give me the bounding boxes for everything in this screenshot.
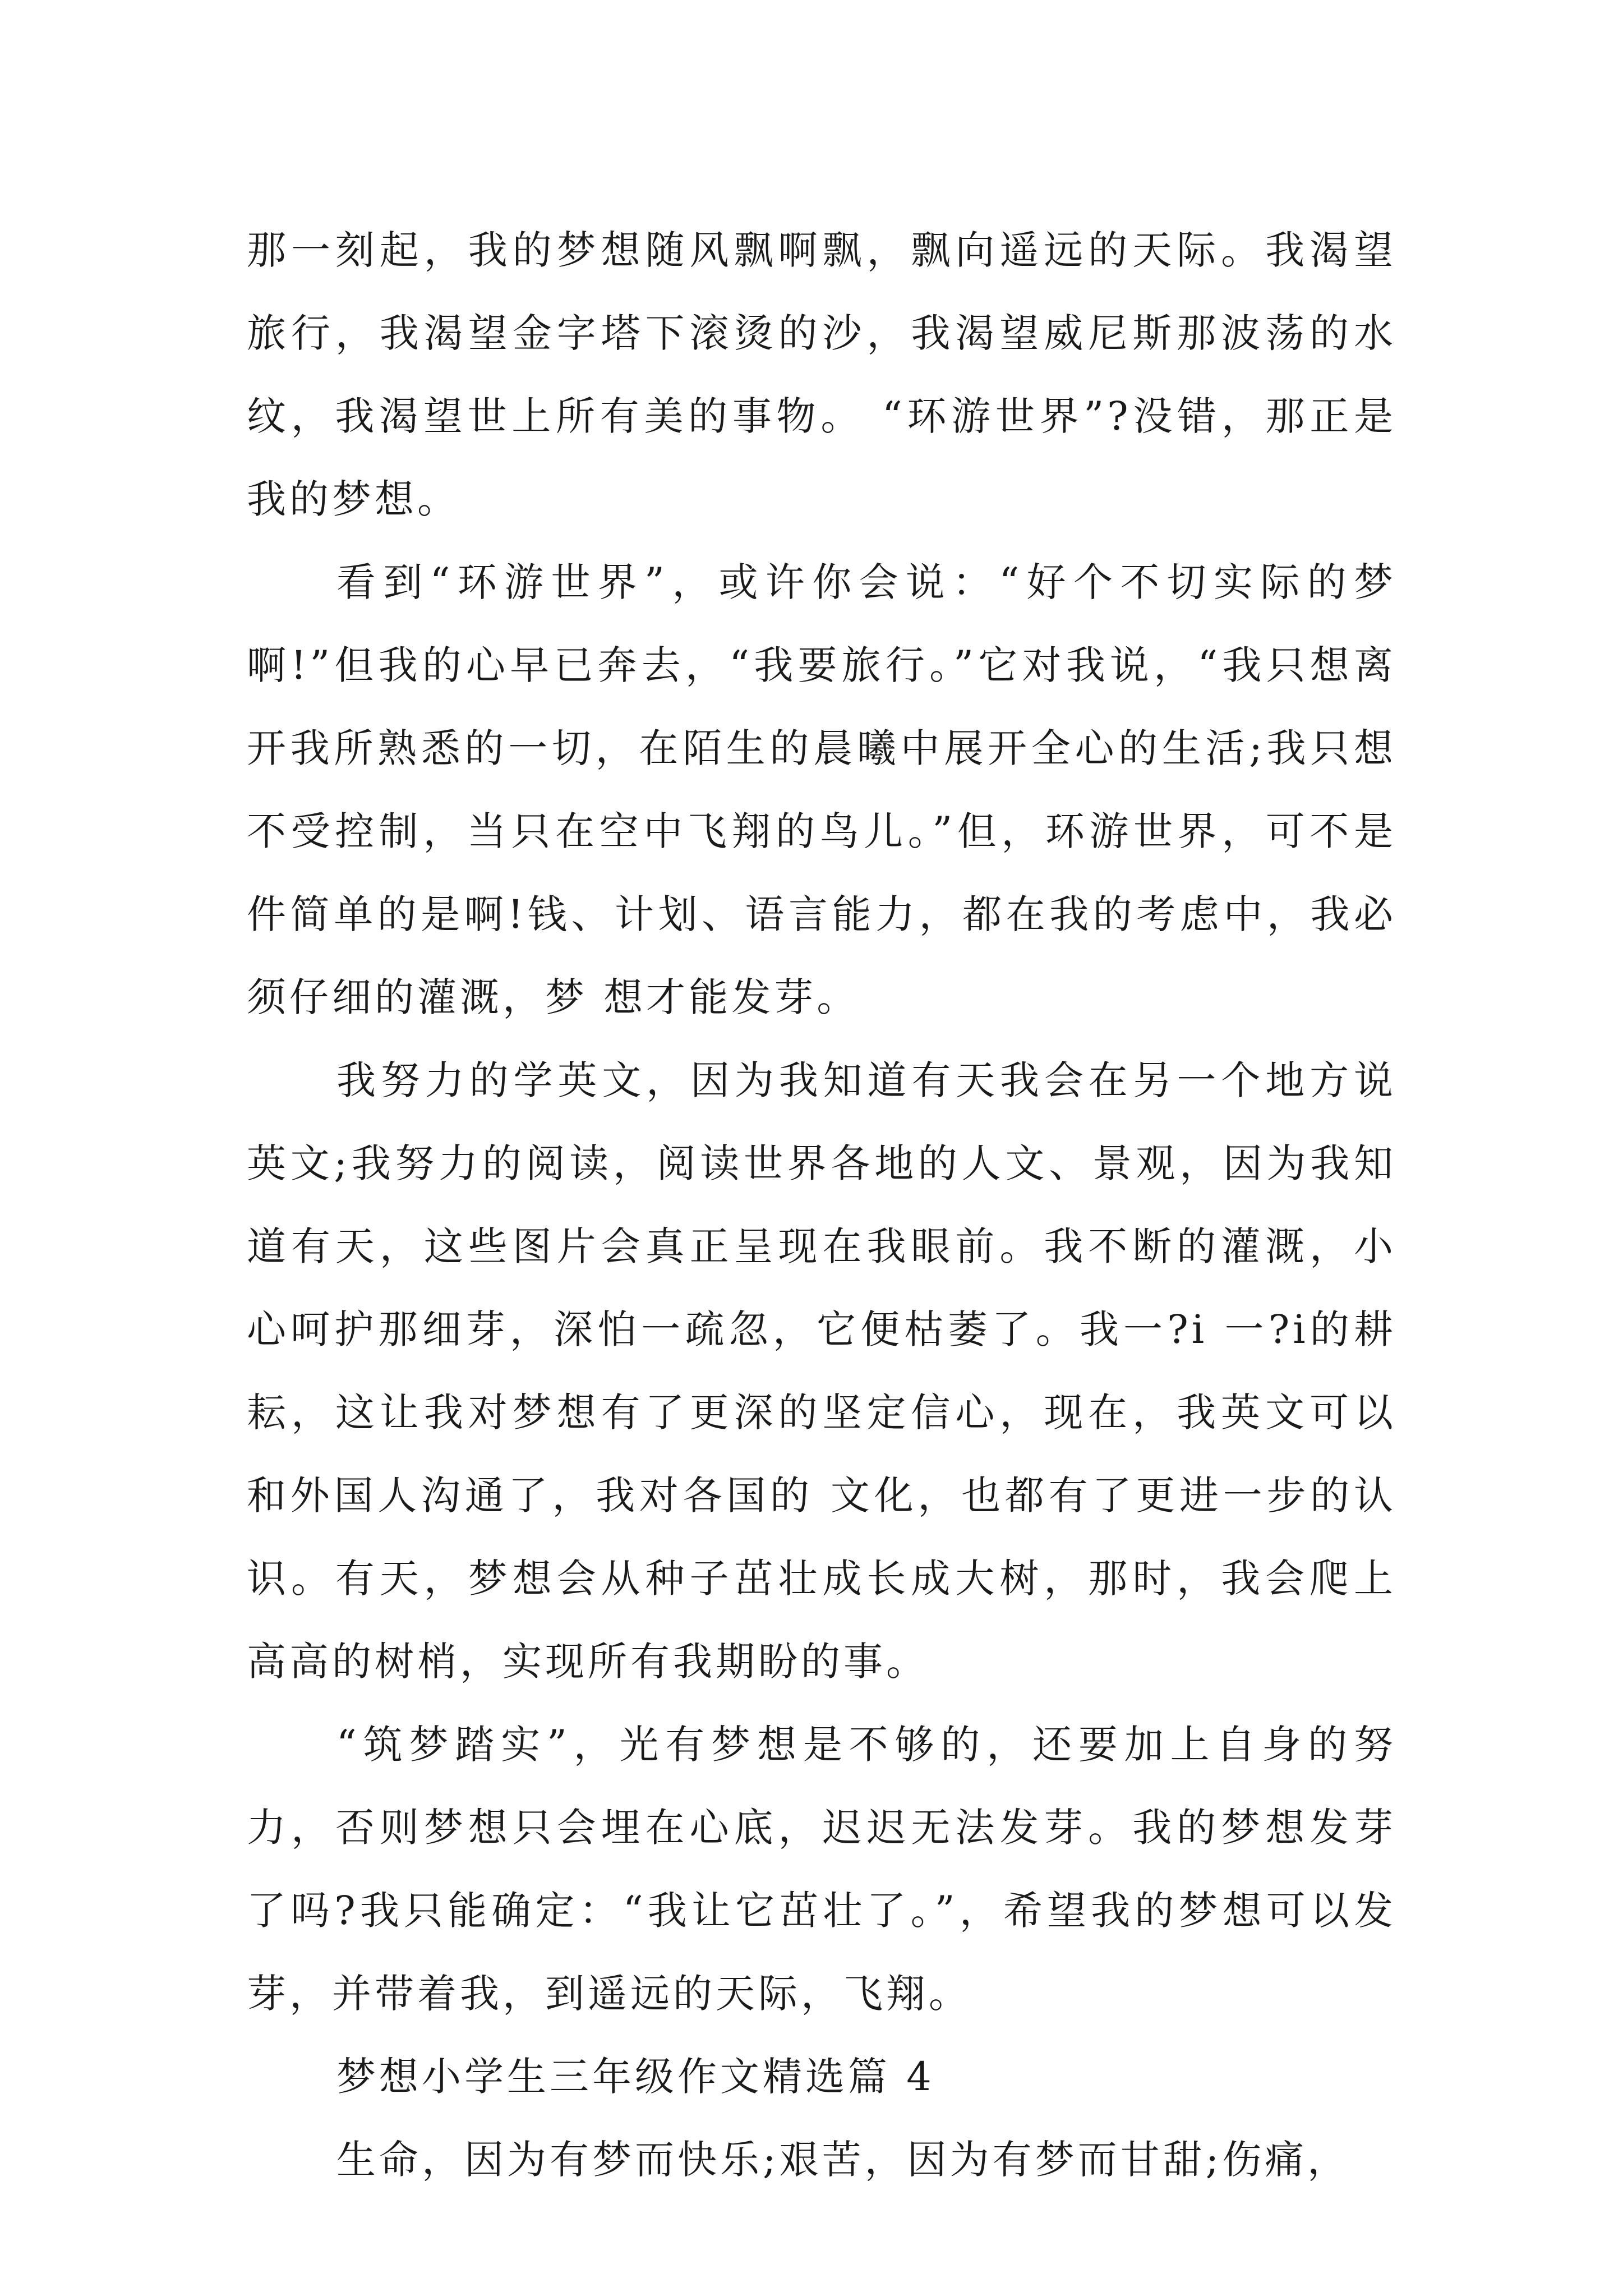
paragraph-1: 那一刻起，我的梦想随风飘啊飘，飘向遥远的天际。我渴望旅行，我渴望金字塔下滚烫的沙，我渴望威尼斯那波荡的水纹，我渴望世上所有美的事物。 “环游世界”?没错，那正是我的梦想。 (247, 227, 1396, 522)
paragraph-5: 生命，因为有梦而快乐;艰苦，因为有梦而甘甜;伤痛， (336, 2137, 1350, 2183)
paragraph-3: 我努力的学英文，因为我知道有天我会在另一个地方说英文;我努力的阅读，阅读世界各地的人文、景观，因为我知道有天，这些图片会真正呈现在我眼前。我不断的灌溉，小心呵护那细芽，深怕一疏忽，它便枯萎了。我一?i 一?i的耕耘，这让我对梦想有了更深的坚定信心，现在，我英文可以和外国人沟通了，我对各国的 文化，也都有了更进一步的认识。有天，梦想会从种子茁壮成长成大树，那时，我会爬上高高的树梢，实现所有我期盼的事。 (247, 1057, 1396, 1685)
essay-body (247, 209, 1396, 2201)
section-heading: 梦想小学生三年级作文精选篇 4 (336, 2054, 935, 2100)
paragraph-2: 看到“环游世界”，或许你会说：“好个不切实际的梦啊!”但我的心早已奔去，“我要旅行。”它对我说，“我只想离开我所熟悉的一切，在陌生的晨曦中展开全心的生活;我只想不受控制，当只在空中飞翔的鸟儿。”但，环游世界，可不是件简单的是啊!钱、计划、语言能力，都在我的考虑中，我必须仔细的灌溉，梦 想才能发芽。 (247, 559, 1396, 1020)
paragraph-4: “筑梦踏实”，光有梦想是不够的，还要加上自身的努力，否则梦想只会埋在心底，迟迟无法发芽。我的梦想发芽了吗?我只能确定：“我让它茁壮了。”，希望我的梦想可以发芽，并带着我，到遥远的天际，飞翔。 (247, 1722, 1396, 2017)
